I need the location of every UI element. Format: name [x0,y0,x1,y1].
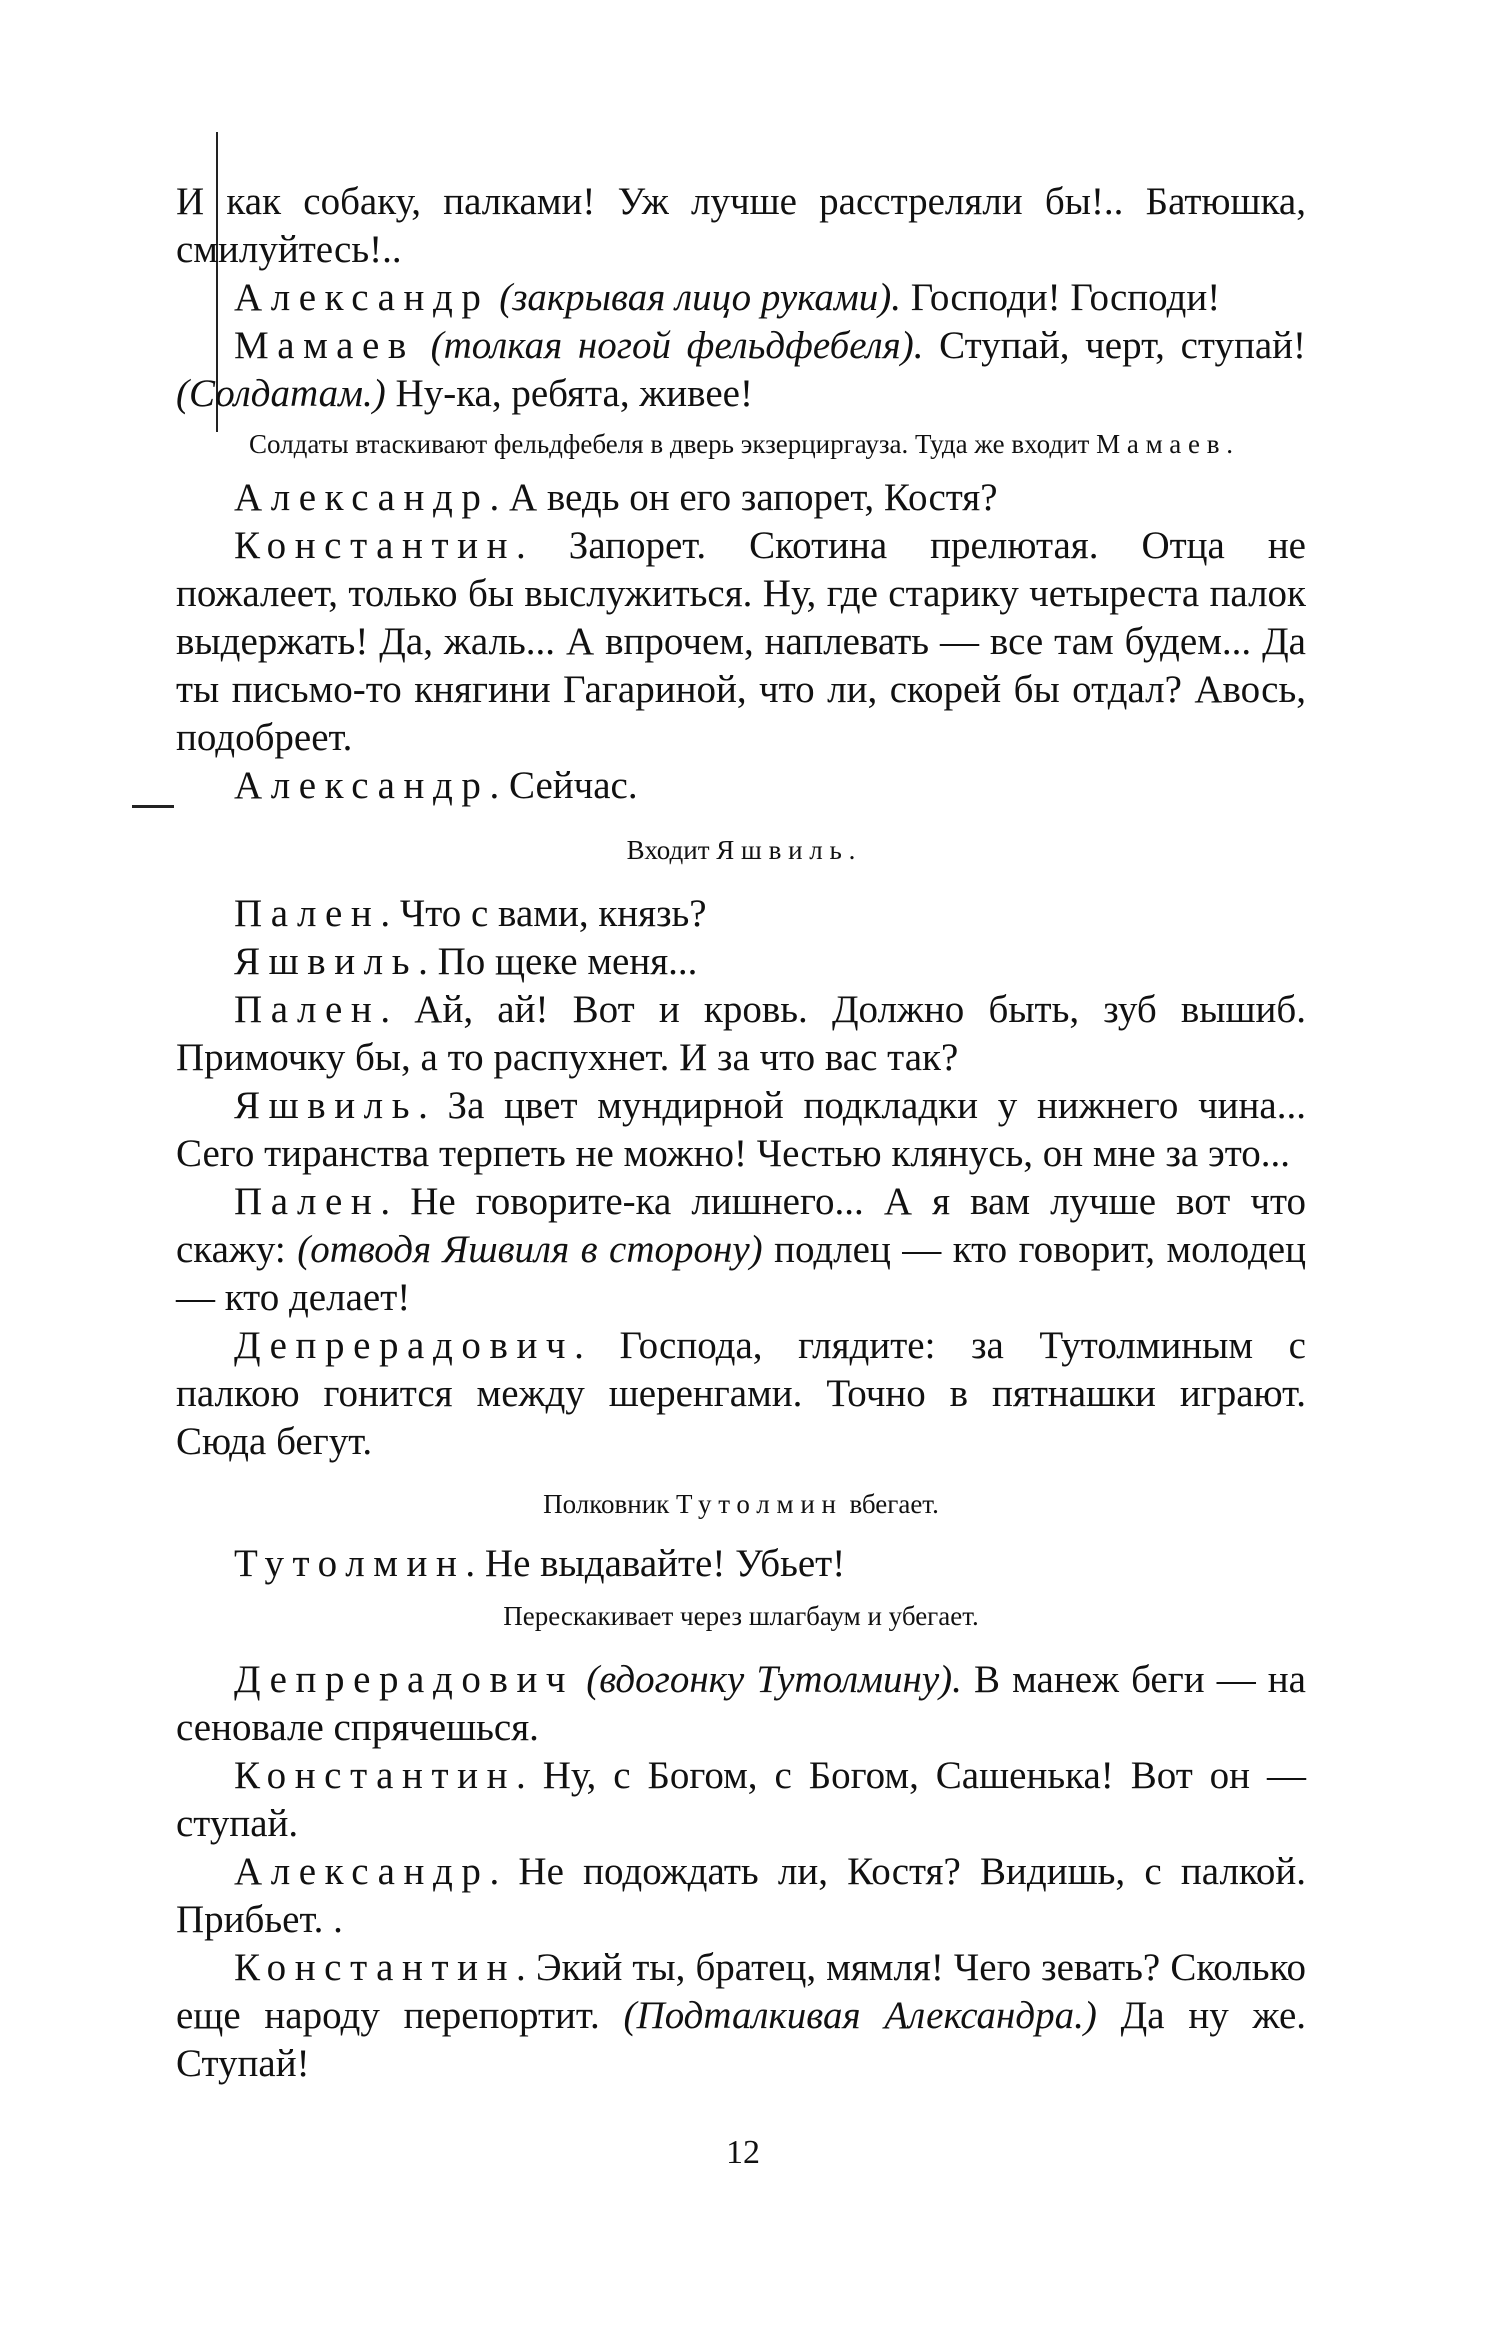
line-7: Пален. Что с вами, князь? [234,892,707,935]
margin-dash [132,805,174,808]
line-5: Константин. Запорет. Скотина прелютая. Отца не пожалеет, только бы выслужиться. Ну, где старику четыреста палок выдержать! Да, жаль... А впрочем, наплевать — все там будем... Да ты письмо-то княгини Гагариной, что ли, скорей бы отдал? Авось, подобреет. [176,524,1306,759]
speaker: Депрерадович [234,1324,575,1367]
line-14: Депрерадович (вдогонку Тутолмину). В манеж беги — на сеновале спрячешься. [176,1658,1306,1749]
line-8: Яшвиль. По щеке меня... [234,940,698,983]
line-17: Константин. Экий ты, братец, мямля! Чего зевать? Сколько еще народу перепортит. (Подталкивая Александра.) Да ну же. Ступай! [176,1946,1307,2085]
line-2: Александр (закрывая лицо руками). Господи! Господи! [234,276,1221,319]
speaker: Пален [234,1180,381,1223]
speaker: Александр [234,476,490,519]
speaker: Константин [234,1946,517,1989]
speaker: Александр [234,764,490,807]
line-12: Депрерадович. Господа, глядите: за Тутолминым с палкою гонится между шеренгами. Точно в пятнашки играют. Сюда бегут. [176,1324,1306,1463]
line-3: Мамаев (толкая ногой фельдфебеля). Ступай, черт, ступай! (Солдатам.) Ну-ка, ребята, живее! [176,324,1306,415]
page-number: 12 [726,2134,760,2171]
stage-direction: (отводя Яшвиля в сторону) [297,1228,763,1271]
speaker: Пален [234,892,381,935]
stage-note-1: Солдаты втаскивают фельдфебеля в дверь экзерциргауза. Туда же входит Мамаев. [249,429,1233,459]
line-13: Тутолмин. Не выдавайте! Убьет! [234,1542,846,1585]
line-16: Александр. Не подождать ли, Костя? Видишь, с палкой. Прибьет. . [176,1850,1306,1941]
line-6: Александр. Сейчас. [234,764,638,807]
speaker: Александр [234,1850,490,1893]
speaker: Константин [234,1754,517,1797]
speaker: Яшвиль [234,1084,419,1127]
line-4: Александр. А ведь он его запорет, Костя? [234,476,998,519]
stage-direction: (закрывая лицо руками). [499,276,902,319]
line-9: Пален. Ай, ай! Вот и кровь. Должно быть, зуб вышиб. Примочку бы, а то распухнет. И за что вас так? [176,988,1306,1079]
speaker: Мамаев [1096,429,1227,459]
speaker: Пален [234,988,381,1031]
speaker: Тутолмин [676,1489,843,1519]
speaker: Яшвиль [234,940,419,983]
stage-note-2: Входит Яшвиль. [626,835,856,865]
stage-direction: (вдогонку Тутолмину). [586,1658,962,1701]
speaker: Мамаев [234,324,415,367]
speaker: Константин [234,524,517,567]
speaker: Тутолмин [234,1542,466,1585]
line-1: И как собаку, палками! Уж лучше расстреляли бы!.. Батюшка, смилуйтесь!.. [176,180,1306,271]
line-15: Константин. Ну, с Богом, с Богом, Сашенька! Вот он — ступай. [176,1754,1306,1845]
line-11: Пален. Не говорите-ка лишнего... А я вам лучше вот что скажу: (отводя Яшвиля в сторону) подлец — кто говорит, молодец — кто делает! [176,1180,1306,1319]
speaker: Яшвиль [716,835,849,865]
speaker: Депрерадович [234,1658,575,1701]
line-10: Яшвиль. За цвет мундирной подкладки у нижнего чина... Сего тиранства терпеть не можно! Честью клянусь, он мне за это... [176,1084,1306,1175]
stage-note-3: Полковник Тутолмин вбегает. [543,1489,939,1519]
stage-note-4: Перескакивает через шлагбаум и убегает. [503,1601,979,1631]
speaker: Александр [234,276,490,319]
page-text [176,178,1306,2088]
stage-direction: (Подталкивая Александра.) [623,1994,1097,2037]
stage-direction: (толкая ногой фельдфебеля). [430,324,924,367]
stage-direction: (Солдатам.) [176,372,386,415]
